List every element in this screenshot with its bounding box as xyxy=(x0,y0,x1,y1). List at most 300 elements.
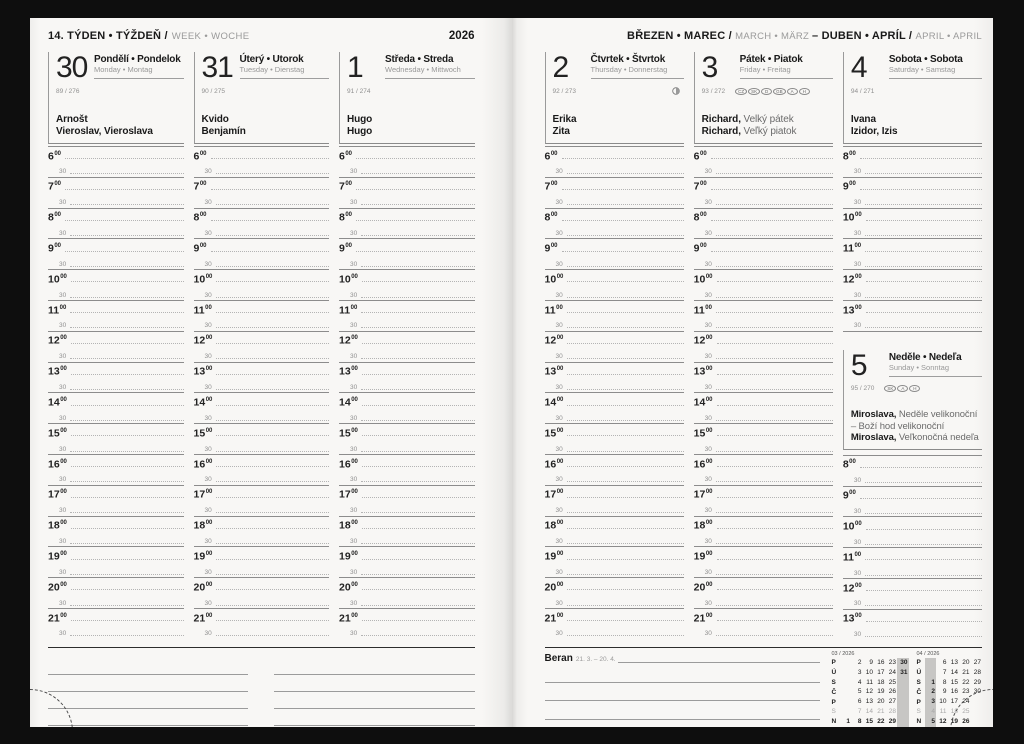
half-hour-label: 30 xyxy=(704,322,712,330)
hour-label: $6^{00}$ xyxy=(193,150,207,163)
country-badge: A xyxy=(787,88,798,95)
day-ordinal-row xyxy=(347,85,475,97)
day-number: 5 xyxy=(850,348,867,382)
half-hour-row xyxy=(843,316,982,331)
dotted-writing-line xyxy=(216,297,329,298)
nameday-lines xyxy=(851,114,982,143)
hour-row xyxy=(843,209,982,224)
half-hour-row xyxy=(194,285,330,300)
dotted-writing-line xyxy=(567,358,684,359)
dotted-writing-line xyxy=(362,435,475,436)
hour-row xyxy=(339,547,475,562)
hour-block xyxy=(339,300,475,331)
hour-label: $11^{00}$ xyxy=(339,304,358,317)
month-header-segment: – DUBEN • APRÍL / xyxy=(812,30,916,42)
hour-label: $17^{00}$ xyxy=(544,488,564,501)
minute-superscript: 00 xyxy=(54,212,62,219)
half-hour-row xyxy=(339,224,475,239)
half-hour-row xyxy=(48,470,184,485)
calendar-cell: 18 xyxy=(950,707,958,715)
dotted-writing-line xyxy=(361,235,474,236)
hour-row xyxy=(339,455,475,470)
half-hour-label: 30 xyxy=(555,414,563,422)
dotted-writing-line xyxy=(362,497,475,498)
calendar-cell: 17 xyxy=(950,698,958,706)
mini-calendar xyxy=(832,650,909,727)
hour-row xyxy=(48,547,184,562)
day-names-intl: Sunday • Sonntag xyxy=(888,362,950,372)
nameday-name: Richard, xyxy=(701,114,741,125)
day-names-intl: Wednesday • Mittwoch xyxy=(385,65,461,74)
dotted-writing-line xyxy=(361,312,474,313)
hour-block xyxy=(545,208,684,239)
hour-row xyxy=(843,270,982,285)
nameday-name: Izidor, Izis xyxy=(850,126,898,137)
hour-row xyxy=(694,178,833,193)
hour-row xyxy=(843,178,982,193)
day-header xyxy=(843,52,982,144)
half-hour-label: 30 xyxy=(350,630,358,638)
day-letter: N xyxy=(831,718,837,726)
half-hour-label: 30 xyxy=(704,383,712,391)
dotted-writing-line xyxy=(567,620,683,621)
half-hour-row xyxy=(194,409,330,424)
mini-calendar-row xyxy=(917,678,983,688)
calendar-cell: 27 xyxy=(888,698,896,706)
dotted-writing-line xyxy=(716,543,833,544)
hour-block xyxy=(194,146,330,177)
hour-block xyxy=(545,300,684,331)
dotted-writing-line xyxy=(711,189,833,190)
dotted-writing-line xyxy=(865,559,982,560)
hour-row xyxy=(194,270,330,285)
half-hour-row xyxy=(194,532,330,547)
writing-line xyxy=(545,701,820,720)
minute-superscript: 00 xyxy=(54,243,62,250)
dotted-writing-line xyxy=(716,173,833,174)
hour-row xyxy=(545,609,684,624)
hour-row xyxy=(339,393,475,408)
calendar-cell: 1 xyxy=(925,678,937,688)
mini-calendar-row xyxy=(832,658,909,668)
hour-block xyxy=(194,577,330,608)
half-hour-label: 30 xyxy=(350,168,358,176)
half-hour-row xyxy=(545,255,684,270)
dotted-writing-line xyxy=(711,220,833,221)
calendar-cell: 28 xyxy=(973,668,981,676)
mini-calendar-title: 03 / 2026 xyxy=(831,651,855,657)
half-hour-row xyxy=(843,193,982,208)
half-hour-label: 30 xyxy=(853,291,862,299)
day-number: 3 xyxy=(701,51,718,84)
hour-block xyxy=(545,238,684,269)
day-names xyxy=(94,52,184,79)
hour-row xyxy=(194,332,330,347)
minute-superscript: 00 xyxy=(854,551,862,558)
hour-label: $18^{00}$ xyxy=(339,519,358,532)
hour-block xyxy=(694,146,833,177)
zodiac-date-range: 21. 3. – 20. 4. xyxy=(575,656,616,663)
minute-superscript: 00 xyxy=(550,243,558,250)
half-hour-row xyxy=(48,193,184,208)
half-hour-row xyxy=(694,193,833,208)
hour-row xyxy=(545,301,684,316)
dotted-writing-line xyxy=(865,513,982,514)
half-hour-row xyxy=(545,193,684,208)
nameday-line xyxy=(851,432,982,444)
dotted-writing-line xyxy=(567,435,683,436)
minute-superscript: 00 xyxy=(351,612,358,619)
hour-block xyxy=(694,331,833,362)
dotted-writing-line xyxy=(716,605,833,606)
half-hour-row xyxy=(545,501,684,516)
hour-block xyxy=(545,362,684,393)
half-hour-label: 30 xyxy=(555,537,563,545)
dotted-writing-line xyxy=(716,297,833,298)
mini-calendar-row xyxy=(832,668,909,678)
diary-week-spread xyxy=(30,18,993,727)
day-header-top xyxy=(56,52,184,84)
mini-calendar-row xyxy=(832,687,909,697)
minute-superscript: 00 xyxy=(60,458,67,465)
hour-row xyxy=(545,178,684,193)
half-hour-label: 30 xyxy=(555,383,563,391)
hour-block xyxy=(545,177,684,208)
day-ordinal-row xyxy=(851,85,982,97)
minute-superscript: 00 xyxy=(351,335,358,342)
hour-row xyxy=(694,270,833,285)
dotted-writing-line xyxy=(70,635,183,636)
dotted-writing-line xyxy=(717,620,833,621)
hour-row xyxy=(694,393,833,408)
minute-superscript: 00 xyxy=(60,273,67,280)
hour-label: $7^{00}$ xyxy=(544,180,558,193)
hour-block xyxy=(694,238,833,269)
dotted-writing-line xyxy=(362,281,475,282)
hour-block xyxy=(843,547,982,578)
half-hour-label: 30 xyxy=(704,291,712,299)
minute-superscript: 00 xyxy=(205,304,212,311)
half-hour-label: 30 xyxy=(555,507,563,515)
dotted-writing-line xyxy=(216,620,329,621)
hour-label: $17^{00}$ xyxy=(48,488,67,501)
hour-label: $14^{00}$ xyxy=(48,396,67,409)
hour-block xyxy=(194,392,330,423)
dotted-writing-line xyxy=(216,389,329,390)
half-hour-row xyxy=(194,347,330,362)
hour-label: $12^{00}$ xyxy=(842,582,862,595)
nameday-lines xyxy=(202,114,330,143)
dotted-writing-line xyxy=(866,312,982,313)
hour-row xyxy=(339,178,475,193)
holiday-label: Neděle velikonoční xyxy=(896,409,978,421)
hour-row xyxy=(194,455,330,470)
hour-label: $8^{00}$ xyxy=(693,211,707,224)
holiday-label: Veľký piatok xyxy=(740,126,797,137)
dotted-writing-line xyxy=(70,204,183,205)
hour-label: $19^{00}$ xyxy=(193,550,213,563)
time-grid xyxy=(843,146,982,332)
hour-label: $15^{00}$ xyxy=(693,427,713,440)
nameday-name: Zita xyxy=(552,126,570,137)
hour-label: $14^{00}$ xyxy=(693,396,713,409)
half-hour-row xyxy=(194,316,330,331)
notes-columns xyxy=(48,648,475,726)
day-ordinal: 94 / 271 xyxy=(850,87,875,95)
hour-label: $13^{00}$ xyxy=(193,365,213,378)
day-header-top xyxy=(851,350,982,382)
half-hour-label: 30 xyxy=(555,445,563,453)
hour-block xyxy=(694,546,833,577)
dotted-writing-line xyxy=(716,389,833,390)
hour-row xyxy=(545,363,684,378)
dotted-writing-line xyxy=(716,574,833,575)
half-hour-row xyxy=(48,439,184,454)
half-hour-label: 30 xyxy=(204,383,212,391)
half-hour-row xyxy=(843,563,982,578)
hour-label: $6^{00}$ xyxy=(339,150,353,163)
hour-label: $12^{00}$ xyxy=(193,334,213,347)
dotted-writing-line xyxy=(361,266,474,267)
half-hour-row xyxy=(194,378,330,393)
hour-label: $12^{00}$ xyxy=(693,334,713,347)
half-hour-label: 30 xyxy=(555,199,563,207)
hour-label: $19^{00}$ xyxy=(544,550,564,563)
hour-label: $11^{00}$ xyxy=(193,304,212,317)
calendar-cell: 22 xyxy=(877,717,885,725)
half-hour-row xyxy=(843,471,982,486)
half-hour-row xyxy=(339,285,475,300)
nameday-name: Ivana xyxy=(850,114,876,125)
nameday-line xyxy=(702,114,833,126)
mini-calendar-row xyxy=(917,658,983,668)
minute-superscript: 00 xyxy=(205,489,213,496)
hour-row xyxy=(843,579,982,594)
day-names-local: Středa • Streda xyxy=(385,54,454,65)
calendar-cell: 30 xyxy=(897,658,909,668)
half-hour-label: 30 xyxy=(204,507,212,515)
hour-block xyxy=(843,208,982,239)
half-hour-row xyxy=(843,533,982,548)
calendar-cell: 14 xyxy=(950,668,958,676)
half-hour-row xyxy=(545,285,684,300)
half-hour-label: 30 xyxy=(704,537,712,545)
hour-row xyxy=(339,609,475,624)
hour-block xyxy=(843,238,982,269)
hour-label: $18^{00}$ xyxy=(48,519,67,532)
minute-superscript: 00 xyxy=(351,520,358,527)
mini-calendar-row xyxy=(832,697,909,707)
half-hour-label: 30 xyxy=(350,507,358,515)
half-hour-label: 30 xyxy=(350,445,358,453)
nameday-name: Miroslava, xyxy=(850,409,897,421)
half-hour-label: 30 xyxy=(704,630,712,638)
calendar-cell: 13 xyxy=(865,698,873,706)
hour-row xyxy=(694,517,833,532)
dotted-writing-line xyxy=(216,343,329,344)
hour-row xyxy=(843,487,982,502)
time-grid xyxy=(545,146,684,639)
calendar-cell: 17 xyxy=(877,668,885,676)
day-header xyxy=(48,52,184,144)
hour-label: $16^{00}$ xyxy=(693,458,713,471)
half-hour-label: 30 xyxy=(853,507,862,515)
hour-row xyxy=(194,609,330,624)
dotted-writing-line xyxy=(562,189,684,190)
hour-block xyxy=(843,609,982,640)
holiday-label: Veľkonočná nedeľa xyxy=(896,432,979,444)
hour-row xyxy=(194,239,330,254)
half-hour-row xyxy=(545,439,684,454)
half-hour-row xyxy=(48,532,184,547)
hour-row xyxy=(194,547,330,562)
dotted-writing-line xyxy=(567,405,683,406)
hour-row xyxy=(48,239,184,254)
dotted-writing-line xyxy=(717,435,833,436)
dotted-writing-line xyxy=(866,621,982,622)
half-hour-row xyxy=(694,255,833,270)
dotted-writing-line xyxy=(716,327,833,328)
half-hour-row xyxy=(194,439,330,454)
day-letter: Ú xyxy=(916,669,922,677)
half-hour-row xyxy=(694,347,833,362)
half-hour-label: 30 xyxy=(204,599,212,607)
calendar-cell: 22 xyxy=(962,678,970,686)
hour-block xyxy=(694,423,833,454)
day-header-top xyxy=(202,52,330,84)
hour-block xyxy=(545,454,684,485)
half-hour-row xyxy=(545,593,684,608)
dotted-writing-line xyxy=(567,559,683,560)
nameday-line xyxy=(56,126,184,138)
half-hour-row xyxy=(339,501,475,516)
country-badge: SK xyxy=(884,385,896,392)
minute-superscript: 00 xyxy=(849,181,856,188)
dotted-writing-line xyxy=(562,251,684,252)
nameday-lines xyxy=(553,114,684,143)
hour-label: $15^{00}$ xyxy=(339,427,358,440)
hour-row xyxy=(339,517,475,532)
hour-row xyxy=(545,209,684,224)
hour-label: $8^{00}$ xyxy=(193,211,207,224)
hour-label: $14^{00}$ xyxy=(193,396,213,409)
hour-label: $7^{00}$ xyxy=(693,180,707,193)
minute-superscript: 00 xyxy=(205,397,213,404)
calendar-cell: 19 xyxy=(950,717,958,725)
minute-superscript: 00 xyxy=(205,458,213,465)
nameday-line xyxy=(851,126,982,138)
dotted-writing-line xyxy=(567,574,684,575)
minute-superscript: 00 xyxy=(345,212,353,219)
hour-block xyxy=(339,146,475,177)
hour-row xyxy=(48,363,184,378)
dotted-writing-line xyxy=(567,266,684,267)
calendar-cell: 28 xyxy=(888,707,896,715)
hour-row xyxy=(545,517,684,532)
half-hour-label: 30 xyxy=(59,229,67,237)
minute-superscript: 00 xyxy=(849,459,856,466)
dotted-writing-line xyxy=(567,297,684,298)
dotted-writing-line xyxy=(361,297,474,298)
hour-label: $11^{00}$ xyxy=(693,304,712,317)
hour-row xyxy=(694,239,833,254)
hour-block xyxy=(48,362,184,393)
hour-block xyxy=(48,208,184,239)
dotted-writing-line xyxy=(567,312,684,313)
dotted-writing-line xyxy=(865,173,982,174)
dotted-writing-line xyxy=(361,481,474,482)
hour-row xyxy=(694,424,833,439)
hour-row xyxy=(545,424,684,439)
minute-superscript: 00 xyxy=(351,458,358,465)
day-letter: Č xyxy=(831,688,837,696)
day-names-local: Pondělí • Pondelok xyxy=(94,54,181,65)
hour-label: $21^{00}$ xyxy=(339,612,358,625)
half-hour-row xyxy=(48,593,184,608)
hour-block xyxy=(194,608,330,639)
month-header xyxy=(545,30,983,50)
half-hour-row xyxy=(48,255,184,270)
day-number: 4 xyxy=(850,51,867,84)
half-hour-label: 30 xyxy=(204,199,212,207)
dotted-writing-line xyxy=(717,466,833,467)
hour-label: $14^{00}$ xyxy=(544,396,564,409)
dotted-writing-line xyxy=(362,343,475,344)
dotted-writing-line xyxy=(362,528,475,529)
hour-label: $9^{00}$ xyxy=(693,242,707,255)
dotted-writing-line xyxy=(362,589,475,590)
calendar-cell: 30 xyxy=(973,688,981,696)
dotted-writing-line xyxy=(362,620,475,621)
dotted-writing-line xyxy=(216,235,329,236)
half-hour-row xyxy=(694,409,833,424)
year-label: 2026 xyxy=(448,30,475,42)
minute-superscript: 00 xyxy=(60,520,67,527)
country-badge: D xyxy=(761,88,772,95)
calendar-cell: 26 xyxy=(962,717,970,725)
hour-block xyxy=(545,331,684,362)
dotted-writing-line xyxy=(860,498,982,499)
hour-row xyxy=(545,270,684,285)
minute-superscript: 00 xyxy=(199,212,207,219)
hour-block xyxy=(694,392,833,423)
half-hour-row xyxy=(843,285,982,300)
half-hour-row xyxy=(48,563,184,578)
day-ordinal: 95 / 270 xyxy=(850,385,875,393)
half-hour-label: 30 xyxy=(555,322,563,330)
half-hour-row xyxy=(48,409,184,424)
dotted-writing-line xyxy=(216,574,329,575)
dotted-writing-line xyxy=(70,605,183,606)
day-names-local: Pátek • Piatok xyxy=(739,54,803,65)
dotted-writing-line xyxy=(211,158,329,159)
minute-superscript: 00 xyxy=(705,366,713,373)
dotted-writing-line xyxy=(71,559,184,560)
day-names xyxy=(889,350,982,377)
half-hour-label: 30 xyxy=(204,168,212,176)
day-names-local: Neděle • Nedeľa xyxy=(888,351,962,363)
half-hour-label: 30 xyxy=(555,630,563,638)
hour-block xyxy=(48,485,184,516)
half-hour-label: 30 xyxy=(350,353,358,361)
hour-label: $7^{00}$ xyxy=(339,180,353,193)
dotted-writing-line xyxy=(866,590,982,591)
minute-superscript: 00 xyxy=(60,581,67,588)
dotted-writing-line xyxy=(717,559,833,560)
hour-block xyxy=(843,269,982,300)
day-names-local: Úterý • Utorok xyxy=(239,54,304,65)
calendar-cell: 25 xyxy=(962,707,970,715)
